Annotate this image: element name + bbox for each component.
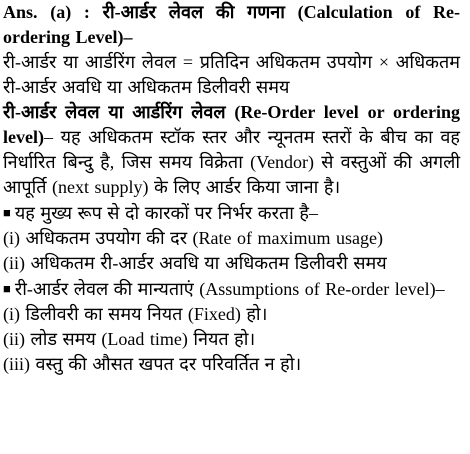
definition-term-english: (Re-Order level or ordering level) [3,102,460,147]
reorder-definition [3,100,460,200]
definition-term-hindi: री-आर्डर लेवल या आर्डरिंग लेवल [3,102,226,122]
heading-title-english: (Calculation of Re-ordering Level) [3,2,461,47]
factor-item: (ii) अधिकतम री-आर्डर अवधि या अधिकतम डिलीवरी समय [3,253,387,273]
factors-intro [3,200,460,226]
answer-heading [3,0,460,50]
assumptions-intro [3,276,460,302]
answer-label: Ans. (a) : [3,2,103,22]
heading-title-hindi: री-आर्डर लेवल की गणना [102,2,285,22]
factor-item: (i) अधिकतम उपयोग की दर (Rate of maximum usage) [3,228,383,248]
assumption-item: (iii) वस्तु की औसत खपत दर परिवर्तित न हो। [3,354,302,374]
square-bullet-icon: ■ [3,281,11,296]
factors-intro-text: यह मुख्य रूप से दो कारकों पर निर्भर करता है– [14,203,318,223]
heading-dash: – [123,27,133,47]
reorder-formula: री-आर्डर या आर्डरिंग लेवल = प्रतिदिन अधिकतम उपयोग × अधिकतम री-आर्डर अवधि या अधिकतम डिलीवरी समय [3,52,460,97]
assumptions-intro-text: री-आर्डर लेवल की मान्यताएं (Assumptions of Re-order level)– [14,279,445,299]
definition-body: – यह अधिकतम स्टॉक स्तर और न्यूनतम स्तरों के बीच का वह निर्धारित बिन्दु है, जिस समय विक्रेता (Vendor) से वस्तुओं की अगली आपूर्ति (next supply) के लिए आर्डर किया जाना है। [3,127,460,197]
square-bullet-icon: ■ [3,205,11,220]
assumption-item: (ii) लोड समय (Load time) नियत हो। [3,329,256,349]
assumption-item: (i) डिलीवरी का समय नियत (Fixed) हो। [3,304,268,324]
